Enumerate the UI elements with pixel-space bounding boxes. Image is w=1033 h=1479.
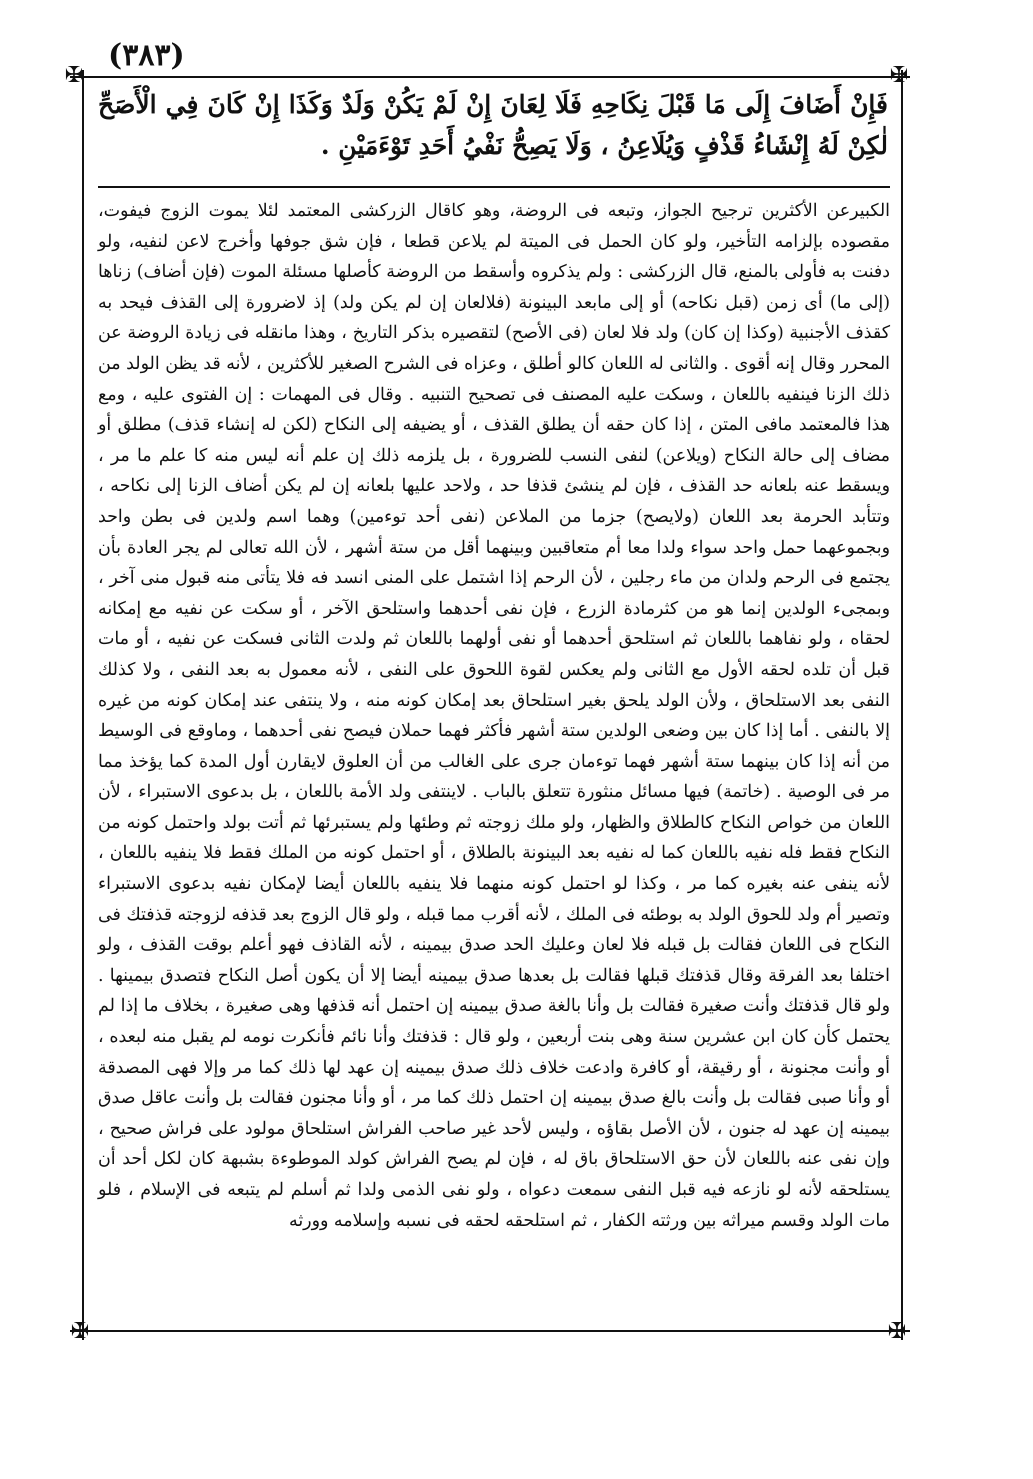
frame-bottom-rule <box>70 1330 910 1332</box>
ornament-icon: ✠ <box>70 1319 90 1344</box>
section-separator <box>98 186 890 188</box>
ornament-icon: ✠ <box>64 63 84 88</box>
frame-top-rule <box>70 76 910 78</box>
commentary-paragraph: الكبيرعن الأكثرين ترجيح الجواز، وتبعه فى الروضة، وهو كاقال الزركشى المعتمد لئلا يموت الزوج فيفوت، مقصوده بإلزامه التأخير، ولو كان الحمل فى الميتة لم يلاعن قطعا ، فإن شق جوفها وأخرج لاعن لنفيه، ولو دفنت به فأولى بالمنع، قال الزركشى : ولم يذكروه وأسقط من الروضة كأصلها مسئلة الموت (فإن أضاف) زناها (إلى ما) أى زمن (قبل نكاحه) أو إلى مابعد البينونة (فلالعان إن لم يكن ولد) إذ لاضرورة إلى القذف فيحد به كقذف الأجنبية (وكذا إن كان) ولد فلا لعان (فى الأصح) لتقصيره بذكر التاريخ ، وهذا مانقله فى زيادة الروضة عن المحرر وقال إنه أقوى . والثانى له اللعان كالو أطلق ، وعزاه فى الشرح الصغير للأكثرين ، لأنه قد يظن الولد من ذلك الزنا فينفيه باللعان ، وسكت عليه المصنف فى تصحيح التنبيه . وقال فى المهمات : إن الفتوى عليه ، ومع هذا فالمعتمد مافى المتن ، إذا كان حقه أن يطلق القذف ، أو يضيفه إلى النكاح (لكن له إنشاء قذف) مطلق أو مضاف إلى حالة النكاح (ويلاعن) لنفى النسب للضرورة ، بل يلزمه ذلك إن علم أنه ليس منه كا علم ما مر ، ويسقط عنه بلعانه حد القذف ، فإن لم ينشئ قذفا حد ، ولاحد عليها بلعانه إن لم يكن أضاف الزنا إلى نكاحه ، وتتأبد الحرمة بعد اللعان (ولايصح) جزما من الملاعن (نفى أحد توءمين) وهما اسم ولدين فى بطن واحد وبجموعهما حمل واحد سواء ولدا معا أم متعاقبين وبينهما أقل من ستة أشهر ، لأن الله تعالى لم يجر العادة بأن يجتمع فى الرحم ولدان من ماء رجلين ، لأن الرحم إذا اشتمل على المنى انسد فه فلا يتأتى منه قبول منى آخر ، وبمجىء الولدين إنما هو من كثرمادة الزرع ، فإن نفى أحدهما واستلحق الآخر ، أو سكت عن نفيه مع إمكانه لحقاه ، ولو نفاهما باللعان ثم استلحق أحدهما أو نفى أولهما باللعان ثم ولدت الثانى فسكت عن نفيه ، أو مات قبل أن تلده لحقه الأول مع الثانى ولم يعكس لقوة اللحوق على النفى ، لأنه معمول به بعد النفى ، ولا كذلك النفى بعد الاستلحاق ، ولأن الولد يلحق بغير استلحاق بعد إمكان كونه منه ، ولا ينتفى عند إمكان كونه من غيره إلا بالنفى . أما إذا كان بين وضعى الولدين ستة أشهر فأكثر فهما حملان فيصح نفى أحدهما ، وماوقع فى الوسيط من أنه إذا كان بينهما ستة أشهر فهما توءمان جرى على الغالب من أن العلوق لايقارن أول المدة كما يؤخذ مما مر فى الوصية . (خاتمة) فيها مسائل منثورة تتعلق بالباب . لاينتفى ولد الأمة باللعان ، بل بدعوى الاستبراء ، لأن اللعان من خواص النكاح كالطلاق والظهار، ولو ملك زوجته ثم وطئها ولم يستبرئها ثم أتت بولد واحتمل كونه من النكاح فقط فله نفيه باللعان كما له نفيه بعد البينونة بالطلاق ، أو احتمل كونه من الملك فقط فلا ينفيه باللعان ، لأنه ينفى عنه بغيره كما مر ، وكذا لو احتمل كونه منهما فلا ينفيه باللعان أيضا لإمكان نفيه بدعوى الاستبراء وتصير أم ولد للحوق الولد به بوطئه فى الملك ، لأنه أقرب مما قبله ، ولو قال الزوج بعد قذفه لزوجته قذفتك فى النكاح فى اللعان فقالت بل قبله فلا لعان وعليك الحد صدق بيمينه ، لأنه القاذف فهو أعلم بوقت القذف ، ولو اختلفا بعد الفرقة وقال قذفتك قبلها فقالت بل بعدها صدق بيمينه أيضا إلا أن يكون أصل النكاح فتصدق بيمينها . ولو قال قذفتك وأنت صغيرة فقالت بل وأنا بالغة صدق بيمينه إن احتمل أنه قذفها وهى صغيرة ، بخلاف ما إذا لم يحتمل كأن كان ابن عشرين سنة وهى بنت أربعين ، ولو قال : قذفتك وأنا نائم فأنكرت نومه لم يقبل منه لبعده ، أو وأنت مجنونة ، أو رقيقة، أو كافرة وادعت خلاف ذلك صدق بيمينه إن عهد لها ذلك كما مر وإلا فهى المصدقة أو وأنا صبى فقالت بل وأنت بالغ صدق بيمينه إن احتمل ذلك كما مر ، أو وأنا مجنون فقالت بل وأنت عاقل صدق بيمينه إن عهد له جنون ، لأن الأصل بقاؤه ، وليس لأحد غير صاحب الفراش استلحاق مولود على فراش صحيح ، وإن نفى عنه باللعان لأن حق الاستلحاق باق له ، فإن لم يصح الفراش كولد الموطوءة بشبهة كان لكل أحد أن يستلحقه لأنه لو نازعه فيه قبل النفى سمعت دعواه ، ولو نفى الذمى ولدا ثم أسلم لم يتبعه فى الإسلام ، فلو مات الولد وقسم ميراثه بين ورثته الكفار ، ثم استلحقه لحقه فى نسبه وإسلامه وورثه <box>98 201 890 1231</box>
ornament-icon: ✠ <box>887 1319 907 1344</box>
sharh-commentary <box>98 196 890 1236</box>
page-number: (٣٨٣) <box>108 38 185 73</box>
matn-text: فَإِنْ أَضَافَ إِلَى مَا قَبْلَ نِكَاحِهِ فَلَا لِعَانَ إِنْ لَمْ يَكُنْ وَلَدٌ وَكَذَا إِنْ كَانَ فِي الْأَصَحِّ لٰكِنْ لَهُ إِنْشَاءُ قَذْفٍ وَيُلَاعِنُ ، وَلَا يَصِحُّ نَفْيُ أَحَدِ تَوْءَمَيْنِ . <box>98 90 888 160</box>
ornament-icon: ✠ <box>889 63 909 88</box>
